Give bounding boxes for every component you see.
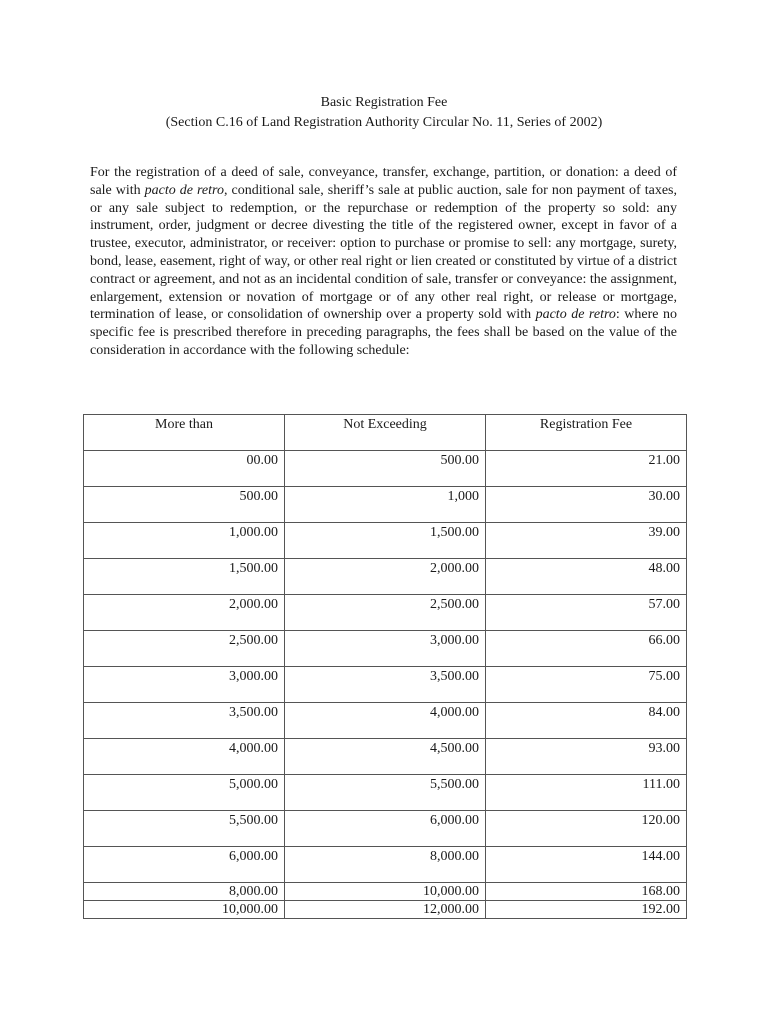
table-row: [84, 451, 687, 487]
intro-text-2: , conditional sale, sheriff’s sale at public auction, sale for non payment of taxes, or any sale subject to redemption, or the repurchase or redemption of the property so sold: any instrument, order, judgment or decree divesting the title of the registered owner, except in favor of a trustee, executor, administrator, or receiver: option to purchase or promise to sell: any mortgage, surety, bond, lease, easement, right of way, or other real right or lien created or constituted by virtue of a district contract or agreement, and not as an incidental condition of sale, transfer or conveyance: the assignment, enlargement, extension or novation of mortgage or of any other real right, or release or mortgage, termination of lease, or consolidation of ownership over a property sold with: [90, 182, 678, 323]
cell-more-than: 00.00: [84, 451, 285, 487]
header-registration-fee: Registration Fee: [486, 415, 687, 451]
table-row: [84, 559, 687, 595]
cell-not-exceeding: 8,000.00: [285, 847, 486, 883]
cell-registration-fee: 84.00: [486, 703, 687, 739]
cell-registration-fee: 192.00: [486, 901, 687, 919]
cell-more-than: 4,000.00: [84, 739, 285, 775]
table-row: [84, 667, 687, 703]
cell-more-than: 2,500.00: [84, 631, 285, 667]
intro-text-1: For the registration of a deed of sale, conveyance, transfer, exchange, partition, or donation: a deed of sale with: [90, 165, 677, 198]
table-row: [84, 775, 687, 811]
cell-more-than: 2,000.00: [84, 595, 285, 631]
intro-italic-1: pacto de retro: [144, 182, 224, 198]
header-more-than: More than: [84, 415, 285, 451]
title-line-1: Basic Registration Fee: [320, 95, 448, 110]
intro-paragraph: [90, 164, 677, 360]
intro-text-3: : where no specific fee is prescribed therefore in preceding paragraphs, the fees shall be based on the value of the consideration in accordance with the following schedule:: [90, 307, 677, 358]
cell-registration-fee: 168.00: [486, 883, 687, 901]
cell-registration-fee: 21.00: [486, 451, 687, 487]
cell-not-exceeding: 1,000: [285, 487, 486, 523]
table-row: [84, 847, 687, 883]
cell-registration-fee: 66.00: [486, 631, 687, 667]
table-row: [84, 631, 687, 667]
cell-registration-fee: 144.00: [486, 847, 687, 883]
table-row: [84, 595, 687, 631]
fee-schedule-table: [83, 414, 687, 919]
intro-italic-2: pacto de retro: [535, 307, 616, 323]
table-row: [84, 901, 687, 919]
cell-registration-fee: 75.00: [486, 667, 687, 703]
cell-more-than: 8,000.00: [84, 883, 285, 901]
cell-more-than: 1,000.00: [84, 523, 285, 559]
cell-registration-fee: 30.00: [486, 487, 687, 523]
cell-registration-fee: 57.00: [486, 595, 687, 631]
cell-more-than: 10,000.00: [84, 901, 285, 919]
document-title: [0, 93, 768, 133]
table-header-row: [84, 415, 687, 451]
table-row: [84, 811, 687, 847]
cell-more-than: 6,000.00: [84, 847, 285, 883]
table-body: [84, 451, 687, 919]
cell-registration-fee: 120.00: [486, 811, 687, 847]
cell-more-than: 500.00: [84, 487, 285, 523]
cell-not-exceeding: 4,000.00: [285, 703, 486, 739]
table-row: [84, 739, 687, 775]
table-row: [84, 523, 687, 559]
cell-registration-fee: 48.00: [486, 559, 687, 595]
cell-not-exceeding: 3,500.00: [285, 667, 486, 703]
cell-not-exceeding: 4,500.00: [285, 739, 486, 775]
cell-registration-fee: 111.00: [486, 775, 687, 811]
cell-more-than: 3,500.00: [84, 703, 285, 739]
cell-more-than: 1,500.00: [84, 559, 285, 595]
cell-more-than: 5,500.00: [84, 811, 285, 847]
table-row: [84, 487, 687, 523]
header-not-exceeding: Not Exceeding: [285, 415, 486, 451]
cell-not-exceeding: 5,500.00: [285, 775, 486, 811]
table-row: [84, 703, 687, 739]
cell-not-exceeding: 12,000.00: [285, 901, 486, 919]
table-row: [84, 883, 687, 901]
cell-not-exceeding: 2,500.00: [285, 595, 486, 631]
cell-not-exceeding: 10,000.00: [285, 883, 486, 901]
cell-not-exceeding: 1,500.00: [285, 523, 486, 559]
cell-registration-fee: 39.00: [486, 523, 687, 559]
cell-not-exceeding: 3,000.00: [285, 631, 486, 667]
cell-not-exceeding: 500.00: [285, 451, 486, 487]
cell-more-than: 3,000.00: [84, 667, 285, 703]
cell-more-than: 5,000.00: [84, 775, 285, 811]
title-line-2: (Section C.16 of Land Registration Authority Circular No. 11, Series of 2002): [165, 115, 603, 130]
cell-not-exceeding: 2,000.00: [285, 559, 486, 595]
cell-registration-fee: 93.00: [486, 739, 687, 775]
cell-not-exceeding: 6,000.00: [285, 811, 486, 847]
